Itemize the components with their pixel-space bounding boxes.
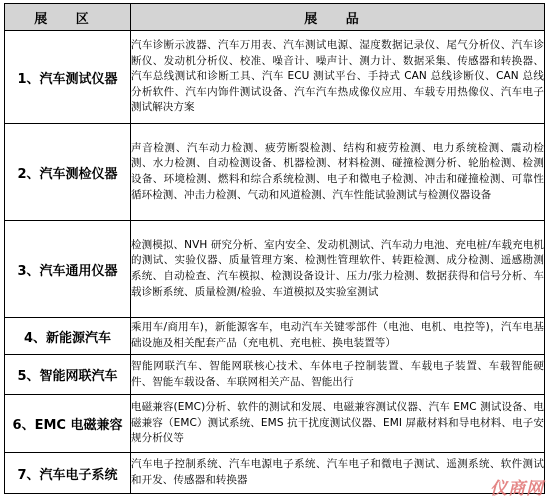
table-row <box>5 355 545 395</box>
exhibit-items: 智能网联汽车、智能网联核心技术、车体电子控制装置、车载电子装置、车载智能硬件、智能车载设备、车联网相关产品、智能出行 <box>131 355 545 395</box>
exhibit-items: 乘用车/商用车)，新能源客车，电动汽车关键零部件（电池、电机、电控等)，汽车电基础设施及相关配套产品（充电机、充电桩、换电装置等） <box>131 318 545 355</box>
table-row <box>5 395 545 453</box>
zone-column-header: 展 区 <box>5 4 131 31</box>
zone-name: 7、汽车电子系统 <box>5 453 131 494</box>
header-row <box>5 4 545 31</box>
exhibit-items: 汽车电子控制系统、汽车电源电子系统、汽车电子和微电子测试、遥测系统、软件测试和开发、传感器和转换器 <box>131 453 545 494</box>
table-row <box>5 31 545 124</box>
table-row <box>5 124 545 221</box>
exhibit-items: 汽车诊断示波器、汽车万用表、汽车测试电源、湿度数据记录仪、尾气分析仪、汽车诊断仪、发动机分析仪、校准、噪音计、噪声计、测力计、数据采集、传感器和转换器、汽车总线测试和诊断工具、汽车 ECU 测试平台、手持式 CAN 总线诊断仪、CAN 总线分析软件、汽车内饰件测试设备、汽车汽车热成像仪应用、车载专用热像仪、汽车电子测试解决方案 <box>131 31 545 124</box>
exhibit-items: 电磁兼容(EMC)分析、软件的测试和发展、电磁兼容测试仪器、汽车 EMC 测试设备、电磁兼容（EMC）测试系统、EMS 抗干扰度测试仪器、EMI 屏蔽材料和导电材料、电子安规分析仪等 <box>131 395 545 453</box>
zone-name: 6、EMC 电磁兼容 <box>5 395 131 453</box>
exhibit-items: 声音检测、汽车动力检测、疲劳断裂检测、结构和疲劳检测、电力系统检测、震动检测、水力检测、自动检测设备、机器检测、材料检测、碰撞检测分析、轮胎检测、检测设备、环境检测、燃料和综合系统检测、电子和微电子检测、冲击和碰撞检测、可靠性循环检测、冲击力检测、气动和风道检测、汽车性能试验测试与检测仪器设备 <box>131 124 545 221</box>
zone-name: 1、汽车测试仪器 <box>5 31 131 124</box>
table-row <box>5 318 545 355</box>
zone-name: 2、汽车测检仪器 <box>5 124 131 221</box>
table-row <box>5 453 545 494</box>
exhibit-table <box>4 3 545 494</box>
zone-name: 4、新能源汽车 <box>5 318 131 355</box>
watermark-logo: 仪商网 <box>490 479 544 499</box>
zone-name: 5、智能网联汽车 <box>5 355 131 395</box>
table-row <box>5 221 545 318</box>
items-column-header: 展 品 <box>131 4 545 31</box>
zone-name: 3、汽车通用仪器 <box>5 221 131 318</box>
exhibit-items: 检测模拟、NVH 研究分析、室内安全、发动机测试、汽车动力电池、充电桩/车载充电机的测试、实验仪器、质量管理方案、检测性管理软件、转距检测、成分检测、遥感勘测系统、自动检查、汽车模拟、检测设备设计、压力/张力检测、数据获得和信号分析、车载诊断系统、质量检测/检验、车道模拟及实验室测试 <box>131 221 545 318</box>
